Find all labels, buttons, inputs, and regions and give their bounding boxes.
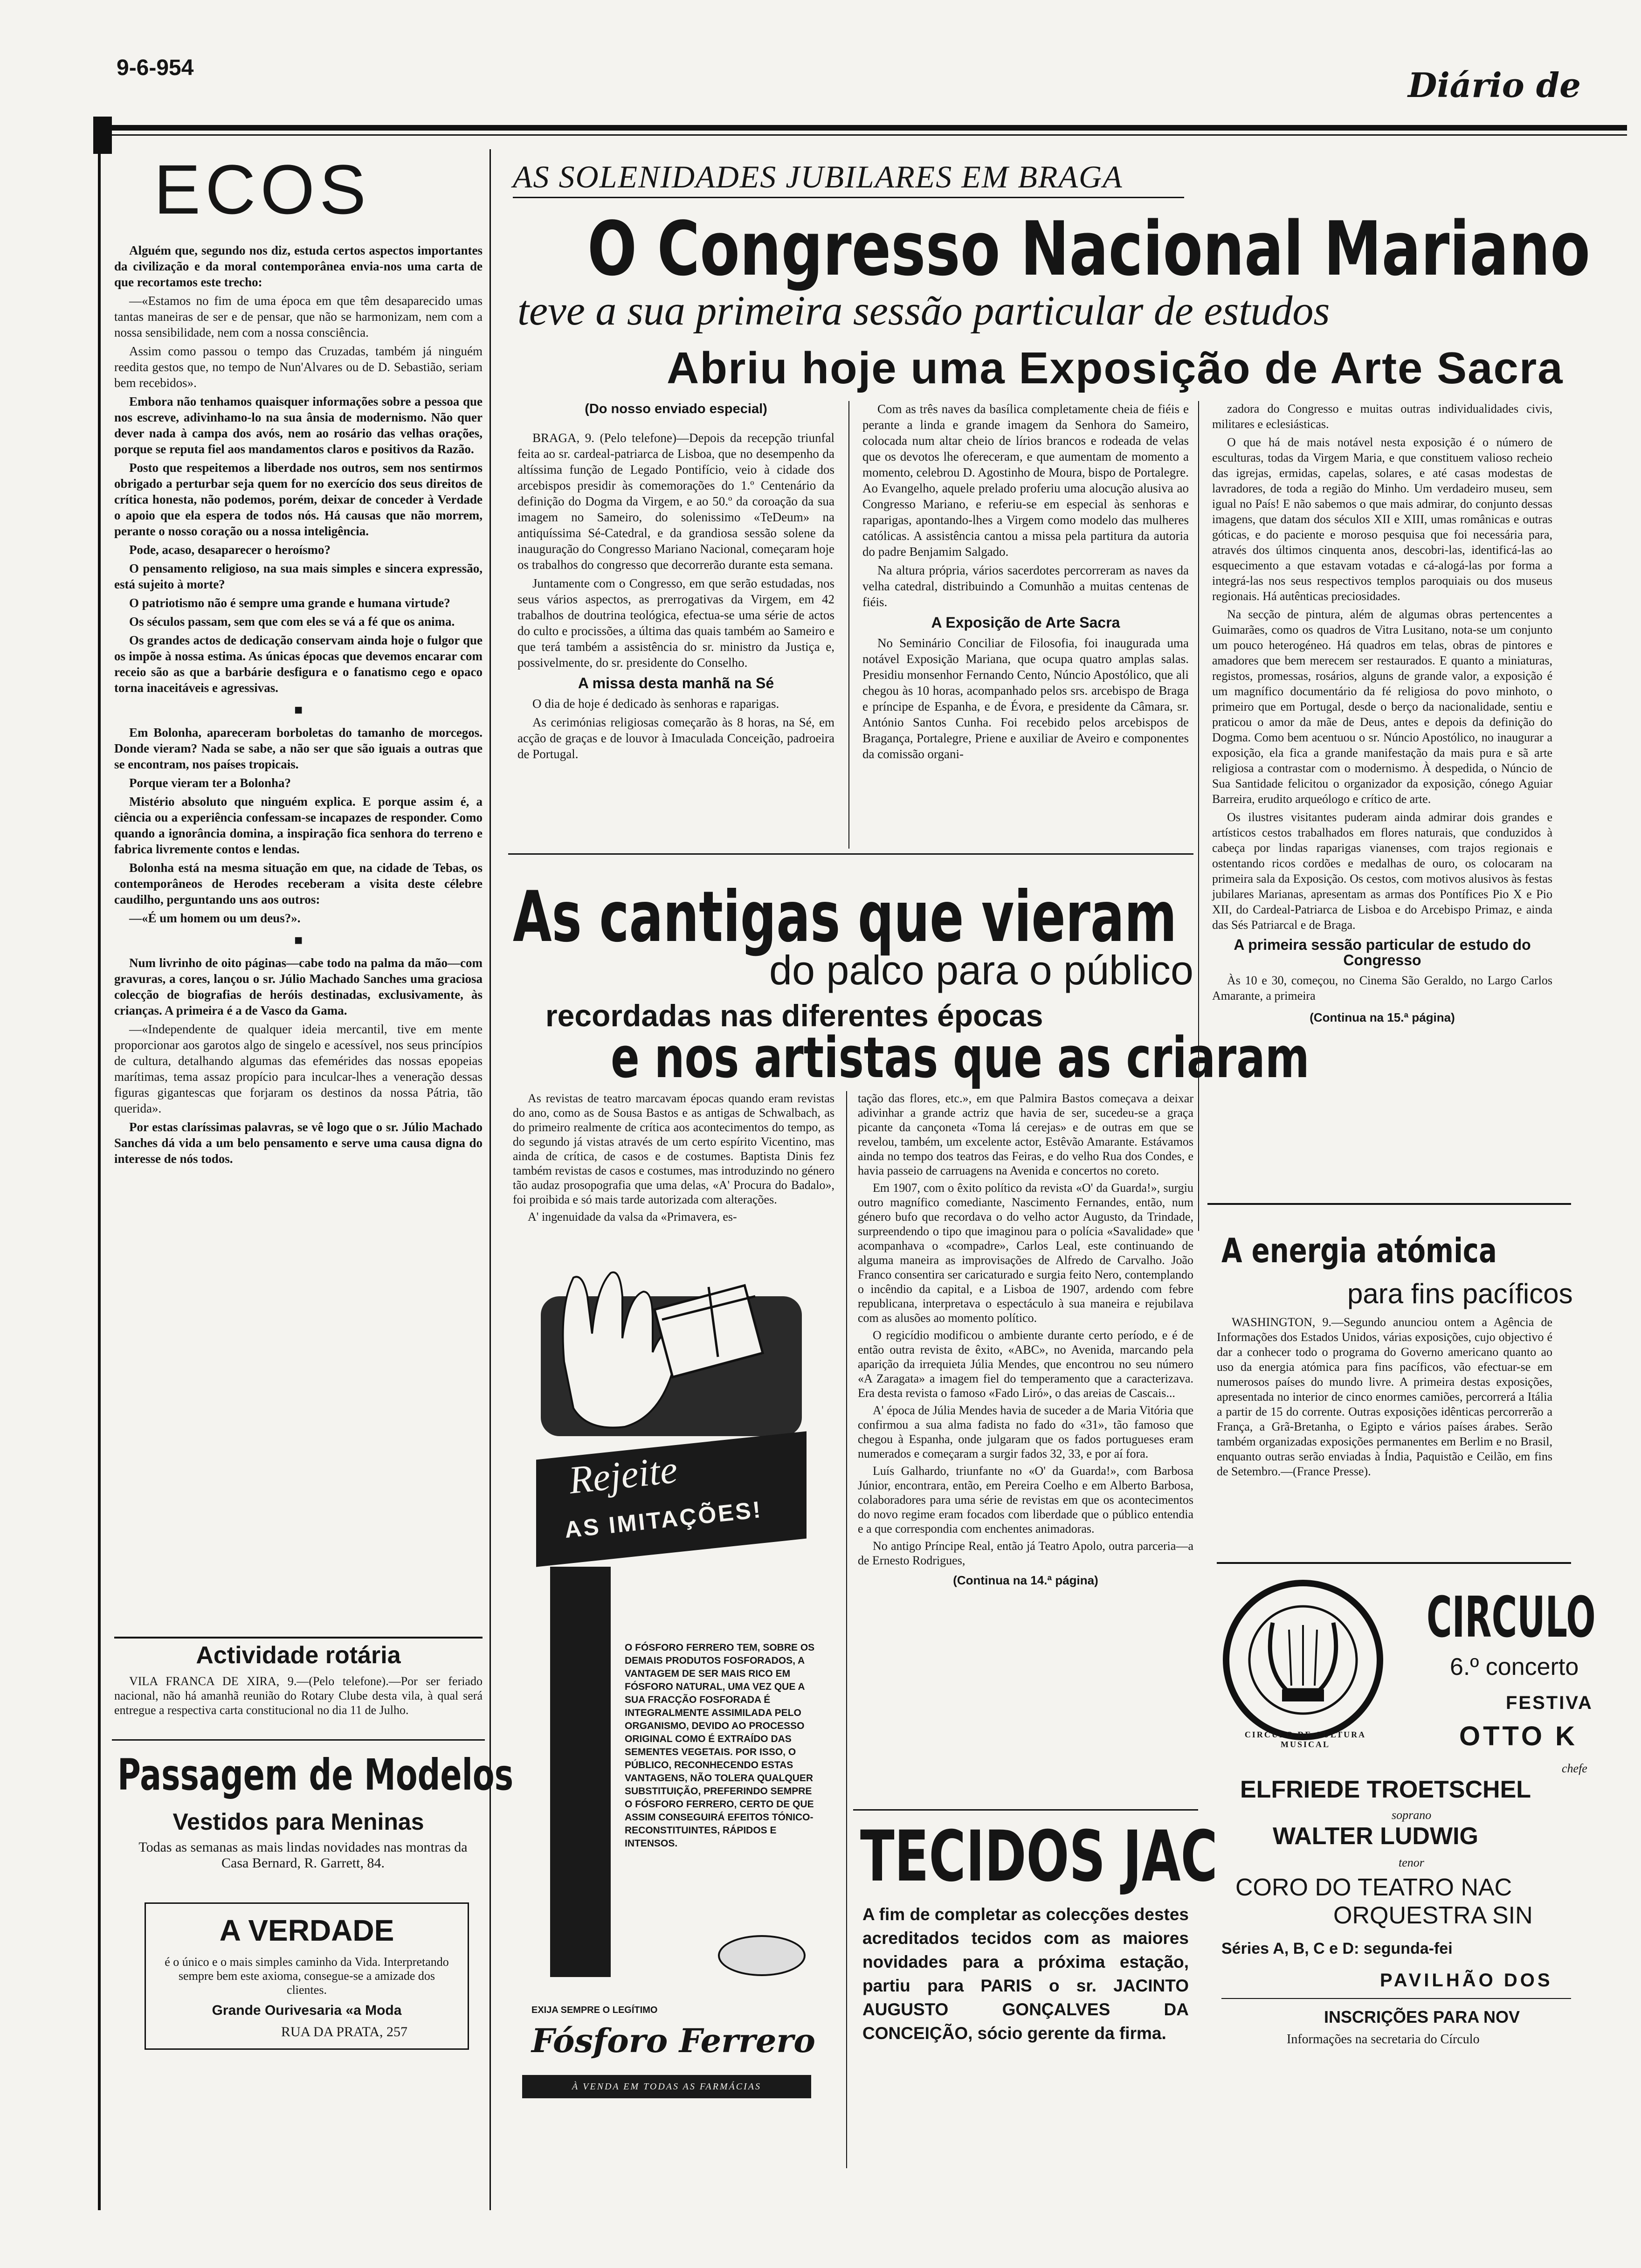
ecos-paragraph: Bolonha está na mesma situação em que, na cidade de Tebas, os contemporâneos de Herodes receberam a visita deste célebre caudilho, perguntando uns aos outros:: [114, 861, 483, 906]
series-label: Séries A, B, C e D: segunda-fei: [1221, 1940, 1453, 1957]
congresso-subhead: A Exposição de Arte Sacra: [931, 614, 1120, 631]
ecos-paragraph: Num livrinho de oito páginas—cabe todo na palma da mão—com gravuras, a cores, lançou o sr. Júlio Machado Sanches uma graciosa colecção de biografias de heróis destinadas, exclusivamente, às crianças. A primeira é a de Vasco da Gama.: [114, 956, 483, 1017]
cantigas-paragraph: Luís Galhardo, triunfante no «O' da Guarda!», com Barbosa Júnior, encontrara, então, em Pereira Coelho e em Alberto Barbosa, colaboradores para uma série de revistas em que os acontecimentos do novo regime eram focados com liberdade que o público entendia e a que correspondia com enchentes animadoras.: [858, 1464, 1193, 1535]
page-date: 9-6-954: [117, 55, 194, 80]
ecos-paragraph: Os séculos passam, sem que com eles se vá a fé que os anima.: [129, 615, 455, 629]
verdade-ad: [145, 1902, 469, 2050]
cantigas-deck1: do palco para o público: [769, 947, 1193, 993]
congresso-paragraph: Na altura própria, vários sacerdotes percorreram as naves da velha catedral, distribuindo a Comunhão a muitas centenas de fiéis.: [862, 563, 1189, 609]
masthead-rule-thin: [93, 134, 1627, 136]
ecos-paragraph: —«É um homem ou um deus?».: [129, 911, 301, 925]
cantigas-paragraph: O regicídio modificou o ambiente durante certo período, e é de então outra revista de êxito, «ABC», no Avenida, marcando pela aparição da irrequieta Júlia Mendes, que encontrou no seu número «A Zaragata» a imagem fiel do temperamento que a caracterizava. Era desta revista o famoso «Fado Liró», o das areias de Cascais...: [858, 1328, 1193, 1400]
cantigas-paragraph: No antigo Príncipe Real, então já Teatro Apolo, outra parceria—a de Ernesto Rodrigues,: [858, 1539, 1193, 1567]
pill-jar-icon: [718, 1935, 806, 1976]
tecidos-text: A fim de completar as colecções destes acreditados tecidos com as maiores novidades para a próxima estação, partiu para PARIS o sr. JACINTO AUGUSTO GONÇALVES DA CONCEIÇÃO, sócio gerente da firma.: [862, 1905, 1189, 2043]
rotaria-title: Actividade rotária: [196, 1642, 401, 1669]
fosforo-text: O FÓSFORO FERRERO TEM, SOBRE OS DEMAIS PRODUTOS FOSFORADOS, A VANTAGEM DE SER MAIS RICO EM FÓSFORO NATURAL, UMA VEZ QUE A SUA FRACÇÃO FOSFORADA É INTEGRALMENTE ASSIMILADA PELO ORGANISMO, DEVIDO AO PROCESSO ORIGINAL COMO É EXTRAÍDO DAS SEMENTES VEGETAIS. POR ISSO, O PÚBLICO, RECONHECENDO ESTAS VANTAGENS, NÃO TOLERA QUALQUER SUBSTITUIÇÃO, PREFERINDO SEMPRE O FÓSFORO FERRERO, CERTO DE QUE ASSIM CONSEGUIRÁ EFEITOS TÓNICO-RECONSTITUINTES, RÁPIDOS E INTENSOS.: [625, 1642, 815, 1849]
hand-illustration-icon: [522, 1268, 830, 1445]
cantigas-paragraph: A' época de Júlia Mendes havia de suceder a de Maria Vitória que confirmou a sua alma fadista no fado do «31», tão famoso que chegou à Espanha, onde julgaram que os fados portugueses eram numerados e começaram a surgir fados 32, 33, e por aí fora.: [858, 1404, 1193, 1460]
masthead-rule: [93, 125, 1627, 131]
cantigas-deck2: recordadas nas diferentes épocas: [545, 998, 1043, 1033]
ecos-paragraph: Assim como passou o tempo das Cruzadas, também já ninguém reedita gestos que, no tempo de Nun'Alvares ou de D. Sebastião, seriam bem recebidos».: [114, 344, 483, 390]
ecos-paragraph: Porque vieram ter a Bolonha?: [129, 776, 291, 790]
congresso-paragraph: Os ilustres visitantes puderam ainda admirar dois grandes e artísticos cestos trabalhados em flores naturais, que conduzidos à cabeça por lindas raparigas vianenses, com trajos regionais e ostentando ricos cordões e medalhas de ouro, os colocaram na primeira sala da Exposição. Os cestos, com motivos alusivos às festas jubilares Marianas, apresentam as armas dos Pontífices Pio X e Pio XII, do Cardeal-Patriarca de Lisboa e do Arcebispo Primaz, e ainda das Sés Patriarcal e de Braga.: [1212, 810, 1552, 932]
modelos-title: Passagem de Modelos: [117, 1750, 514, 1800]
ecos-paragraph: —«Estamos no fim de uma época em que têm desaparecido umas tantas maneiras de ser e de pensar, que não se harmonizam, nem com a nossa sensibilidade, nem com a nossa consciência.: [114, 294, 483, 339]
ecos-body-1: [114, 242, 483, 1169]
ecos-paragraph: O patriotismo não é sempre uma grande e humana virtude?: [129, 596, 450, 610]
cantigas-deck3: e nos artistas que as criaram: [611, 1026, 1310, 1091]
paper-title: Diário de: [1408, 65, 1581, 105]
modelos-box: [112, 1739, 514, 1885]
soprano-name: ELFRIEDE TROETSCHEL: [1240, 1776, 1531, 1803]
concerto-label: 6.º concerto: [1450, 1653, 1579, 1680]
soprano-label: soprano: [1392, 1808, 1432, 1822]
pavilhao-label: PAVILHÃO DOS: [1380, 1970, 1553, 1991]
conductor-name: OTTO K: [1459, 1721, 1578, 1751]
column-rule: [846, 1091, 847, 2168]
ecos-paragraph: Posto que respeitemos a liberdade nos outros, sem nos sentirmos obrigado a perturbar seja quem for no exercício dos seus direitos de crítica honesta, não podemos, porém, deixar de conceder à Verdade o apoio que ela espera de todos nós. Há causas que não morrem, perante o nosso coração ou a nossa inteligência.: [114, 461, 483, 538]
rotaria-text: VILA FRANCA DE XIRA, 9.—(Pelo telefone).—Por ser feriado nacional, não há amanhã reunião do Rotary Clube desta vila, à qual será entregue a respectiva carta constitucional no dia 11 de Julho.: [114, 1674, 483, 1717]
continua-note: (Continua na 15.ª página): [1310, 1010, 1455, 1024]
circulo-title: CIRCULO: [1427, 1585, 1596, 1650]
section-rule: [508, 853, 1193, 855]
atomica-text: WASHINGTON, 9.—Segundo anunciou ontem a Agência de Informações dos Estados Unidos, várias exposições, cujo objectivo é dar a conhecer todo o programa do Governo americano quanto ao uso da energia atómica para fins pacíficos, vão efectuar-se em numerosos países do mundo livre. A primeira destas exposições, apresentada no interior de cinco enormes camiões, percorrerá a Itália a partir de 15 do corrente. Outras exposições idênticas percorrerão a França, a Grã-Bretanha, o Egipto e vários países árabes. Serão também organizadas exposições permanentes em Berlim e no Brasil, enquanto outras serão enviadas à Índia, Paquistão e Ceilão, em fins de Setembro.—(France Presse).: [1217, 1315, 1552, 1478]
congresso-headline: O Congresso Nacional Mariano: [587, 205, 1590, 292]
column-rule: [1198, 401, 1199, 1231]
ecos-paragraph: Pode, acaso, desaparecer o heroísmo?: [129, 543, 331, 557]
congresso-subhead: A primeira sessão particular de estudo do Congresso: [1234, 936, 1531, 968]
ecos-paragraph: Os grandes actos de dedicação conservam ainda hoje o fulgor que os impõe à nossa estima. As únicas épocas que devemos encarar com receio são as que a barbárie desfigura e o fanatismo cego e opaco torna inaceitáveis e agressivas.: [114, 633, 483, 695]
cantigas-headline: As cantigas que vieram: [513, 877, 1177, 958]
congresso-paragraph: O que há de mais notável nesta exposição é o número de esculturas, todas da Virgem Maria, e que constituem valioso recheio das igrejas, ermidas, capelas, solares, e até casas modestas de lavradores, de toda a região do Minho. Um verdadeiro museu, sem igual no País! E não sabemos o que mais admirar, do conjunto dessas imagens, que datam dos séculos XII e XIII, umas românicas e outras góticas, e do paciente e moroso pesquisa que foi necessária para, através dos últimos cinquenta anos, descobri-las, identificá-las ao esquecimento a que estavam votadas e cá-alogá-las por forma a integrá-las nos seus respectivos templos paroquiais ou dos museus regionais. Há autênticas preciosidades.: [1212, 436, 1552, 603]
chefe-label: chefe: [1562, 1762, 1587, 1775]
congresso-paragraph: No Seminário Conciliar de Filosofia, foi inaugurada uma notável Exposição Mariana, que ocupa quatro amplas salas. Presidiu monsenhor Fernando Cento, Núncio Apostólico, que ali chegou às 10 horas, acompanhado pelos srs. arcebispo de Braga e príncipe de Espanha, e de Évora, e presidente da Câmara, sr. António Santos Cunha. Foi recebido pelos arcebispos de Bragança, Portalegre, Priene e auxiliar de Aveiro e componentes da comissão organi-: [862, 636, 1189, 761]
verdade-shop: Grande Ourivesaria «a Moda: [212, 2003, 402, 2018]
inscricoes-label: INSCRIÇÕES PARA NOV: [1324, 2007, 1520, 2026]
congresso-paragraph: Às 10 e 30, começou, no Cinema São Geraldo, no Largo Carlos Amarante, a primeira: [1212, 974, 1552, 1003]
cantigas-col-2: [858, 1091, 1193, 1588]
tecidos-title: TECIDOS JAC: [860, 1816, 1218, 1897]
ecos-paragraph: Alguém que, segundo nos diz, estuda certos aspectos importantes da civilização e da moral contemporânea envia-nos uma carta de que recortamos este trecho:: [114, 243, 483, 289]
congresso-col-2: [862, 401, 1189, 765]
rotaria-body: [114, 1674, 483, 1720]
congresso-paragraph: Na secção de pintura, além de algumas obras pertencentes a Guimarães, como os quadros de Vitra Lusitano, nota-se um conjunto um pouco heterogéneo. Há quadros em telas, obras de pintores e amadores que bem merecem ser restaurados. E quanto a miniaturas, registos, promessas, rosários, alguns de grande valor, a exposição é um magnífico documentário da fé religiosa do povo minhoto, o primeiro que em Portugal, desde o berço da nacionalidade, sentiu e praticou o amor da mãe de Deus, antes e depois da definição do Dogma. Como bem acentuou o sr. Núncio Apostólico, no inaugurar a exposição, ela fica a grande manifestação da mais pura e sã arte religiosa a contrastar com o modernismo. À despedida, o Núncio de Sua Santidade felicitou o organizador da exposição, cónego Aguiar Barreira, erudito arqueólogo e crítico de arte.: [1212, 608, 1552, 806]
ecos-paragraph: —«Independente de qualquer ideia mercantil, tive em mente proporcionar aos garotos algo de singelo e acessível, nos seus princípios de cultura, detalhando algumas das efemérides das nossas epopeias marítimas, tema assaz propício para inculcar-lhes a veneração dessas figuras gigantescas que forjaram os destinos da nossa Pátria, tão querida».: [114, 1022, 483, 1115]
cantigas-paragraph: Em 1907, com o êxito político da revista «O' da Guarda!», surgiu outro magnífico comediante, Nascimento Fernandes, então, num género bufo que recordava o do velho actor Augusto, da Trindade, surpreendendo o tipo que imaginou para o polícia «Savalidade» que acompanhava o «compadre», Carlos Leal, este continuando de alguma maneira as improvisações de Alfredo de Carvalho. João Franco consentira ser caricaturado e surgia feito Nero, contemplando o incêndio da capital, e a Lisboa de 1907, ardendo com febre republicana, interpretava o espectáculo à sua maneira e rejubilava com as alusões ao momento político.: [858, 1181, 1193, 1325]
rejeite-text: Rejeite: [566, 1448, 680, 1502]
fosforo-ad: [513, 1268, 839, 2154]
ecos-title: ECOS: [154, 150, 371, 228]
cantigas-paragraph: tação das flores, etc.», em que Palmira Bastos começava a deixar adivinhar a grande actriz que havia de ser, sucedeu-se a graça picante da cançoneta «Toma lá cerejas» e de outras em que se revelou, também, um excelente actor, Estêvão Amarante. Estávamos ainda no tempo dos teatros das Feiras, e do velho Rua dos Condes, e havia passeio de carruagens na Avenida e concertos no coreto.: [858, 1092, 1193, 1177]
congresso-paragraph: BRAGA, 9. (Pelo telefone)—Depois da recepção triunfal feita ao sr. cardeal-patriarca de Lisboa, que no desempenho da altíssima função de Legado Pontifício, veio à cidade dos arcebispos presidir às comemorações do 1.º Centenário da definição do Dogma da Virgem, e ao 50.º da coroação da sua imagem no Sameiro, do solenissimo «TeDeum» na antiquíssima Sé-Catedral, e da grandiosa sessão solene da inauguração do Congresso Mariano Nacional, começaram hoje os trabalhos do congresso que decorrerão durante esta semana.: [517, 431, 834, 572]
column-rule: [490, 149, 491, 2210]
ecos-paragraph: Mistério absoluto que ninguém explica. E porque assim é, a ciência ou a experiência confessam-se incapazes de responder. Como quando a ignorância domina, a inspiração fica senhora do terreno e fabrica livremente contos e lendas.: [114, 795, 483, 856]
section-rule: [114, 1637, 483, 1639]
orquestra-label: ORQUESTRA SIN: [1333, 1902, 1533, 1929]
lyre-seal-icon: [1221, 1578, 1385, 1742]
section-rule: [1217, 1562, 1571, 1564]
festiva-label: FESTIVA: [1506, 1693, 1593, 1713]
atomica-subtitle: para fins pacíficos: [1347, 1278, 1573, 1309]
congresso-col-3: [1212, 401, 1552, 1025]
congresso-paragraph: O dia de hoje é dedicado às senhoras e raparigas.: [532, 697, 779, 711]
fosforo-exija: EXIJA SEMPRE O LEGÍTIMO: [531, 2005, 658, 2015]
atomica-title: A energia atómica: [1221, 1231, 1497, 1270]
section-rule: [1207, 1203, 1571, 1205]
imitacoes-text: AS IMITAÇÕES!: [563, 1496, 764, 1543]
edge-mark: [93, 117, 112, 154]
congresso-deck: teve a sua primeira sessão particular de estudos: [517, 288, 1330, 334]
congresso-paragraph: zadora do Congresso e muitas outras individualidades civis, militares e eclesiásticas.: [1212, 402, 1552, 431]
ecos-paragraph: Por estas claríssimas palavras, se vê logo que o sr. Júlio Machado Sanches dá vida a um belo pensamento e serve uma causa digna do interesse de nós todos.: [114, 1120, 483, 1166]
separator-dot: ■: [294, 702, 303, 718]
verdade-address: RUA DA PRATA, 257: [281, 2024, 407, 2040]
verdade-text: é o único e o mais simples caminho da Vida. Interpretando sempre bem este axioma, consegue-se a amizade dos clientes.: [165, 1955, 449, 1997]
modelos-subtitle: Vestidos para Meninas: [172, 1809, 424, 1835]
congresso-paragraph: Juntamente com o Congresso, em que serão estudadas, nos seus vários aspectos, as prerrogativas da Virgem, em 42 trabalhos de doutrina teológica, efectua-se uma série de actos do culto e procissões, a última das quais também ao Sameiro e que terá também a assistência do sr. ministro da Justiça e, possivelmente, do sr. presidente do Conselho.: [517, 576, 834, 670]
separator-dot: ■: [294, 933, 303, 948]
atomica-body: [1217, 1315, 1552, 1482]
kicker-underline: [513, 197, 1184, 198]
congresso-col-1: [517, 401, 834, 765]
ecos-paragraph: Embora não tenhamos quaisquer informações sobre a pessoa que nos escreve, adivinhamo-lo na sua ânsia de modernismo. Não quer dever nada à campa dos avós, nem ao rosário das velhas orações, porque se reputa fiel aos mandamentos claros e positivos da Razão.: [114, 394, 483, 456]
ecos-paragraph: O pensamento religioso, na sua mais simples e sincera expressão, está sujeito à morte?: [114, 561, 483, 591]
ecos-paragraph: Em Bolonha, apareceram borboletas do tamanho de morcegos. Donde vieram? Nada se sabe, a não ser que são iguais a outras que se encontram, nos países tropicais.: [114, 726, 483, 771]
congresso-deck2: Abriu hoje uma Exposição de Arte Sacra: [667, 343, 1564, 393]
coro-label: CORO DO TEATRO NAC: [1235, 1874, 1512, 1901]
cantigas-col-1: [513, 1091, 834, 1227]
column-rule: [848, 401, 849, 849]
continua-note: (Continua na 14.ª página): [953, 1573, 1098, 1587]
cantigas-paragraph: As revistas de teatro marcavam épocas quando eram revistas do ano, como as de Sousa Bastos e as antigas de Schwalbach, as do primeiro realmente de crítica aos acontecimentos do tempo, as do segundo já vistas através de um certo espírito Vicentino, mas ainda de crítica, de casos e de costumes. Baptista Dinis fez também revistas de casos e costumes, mas introduzindo no género tão audaz prosopografia que uma delas, «A' Procura do Badalo», foi proibida e só mais tarde autorizada com alterações.: [513, 1092, 834, 1206]
congresso-paragraph: Com as três naves da basílica completamente cheia de fiéis e perante a linda e grande imagem da Senhora do Sameiro, colocada num altar cheio de lírios brancos e rodeada de velas que os devotos lhe ofereceram, e que aumentam de momento a momento, celebrou D. Agostinho de Moura, bispo de Portalegre. Ao Evangelho, aquele prelado proferiu uma alocução alusiva ao Congresso Mariano, e referiu-se em especial às senhoras e raparigas, apontando-lhes a Virgem como modelo das mulheres católicas. A assistência cantou a missa pela partitura da autoria do padre Benjamim Salgado.: [862, 402, 1189, 559]
modelos-text: Todas as semanas as mais lindas novidades nas montras da Casa Bernard, R. Garrett, 84.: [138, 1839, 468, 1871]
tenor-name: WALTER LUDWIG: [1273, 1823, 1478, 1850]
info-label: Informações na secretaria do Círculo: [1287, 2032, 1480, 2047]
left-border: [98, 149, 101, 2210]
congresso-kicker: AS SOLENIDADES JUBILARES EM BRAGA: [513, 159, 1123, 194]
seal-text: CIRCULO DE CULTURA MUSICAL: [1244, 1730, 1366, 1749]
section-rule: [853, 1809, 1198, 1811]
cantigas-paragraph: A' ingenuidade da valsa da «Primavera, es-: [528, 1210, 737, 1224]
fosforo-brand: Fósforo Ferrero: [531, 2021, 815, 2060]
fosforo-column-art: [550, 1567, 611, 1977]
section-rule: [1221, 1998, 1571, 1999]
congresso-subhead: A missa desta manhã na Sé: [578, 675, 774, 691]
fosforo-venda: À VENDA EM TODAS AS FARMÁCIAS: [522, 2075, 811, 2098]
congresso-byline: (Do nosso enviado especial): [585, 401, 767, 416]
congresso-paragraph: As cerimónias religiosas começarão às 8 horas, na Sé, em acção de graças e de louvor à Imaculada Conceição, padroeira de Portugal.: [517, 715, 834, 761]
verdade-title: A VERDADE: [219, 1914, 394, 1947]
tenor-label: tenor: [1399, 1856, 1424, 1869]
